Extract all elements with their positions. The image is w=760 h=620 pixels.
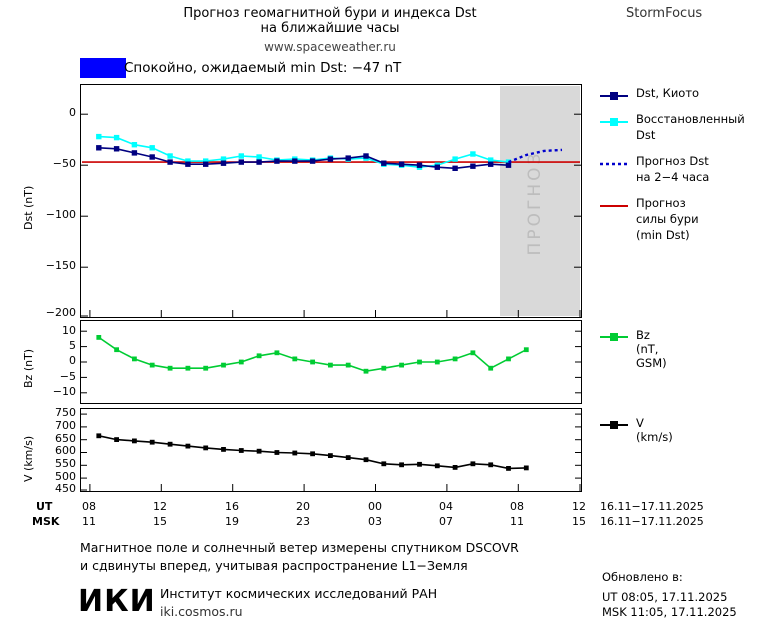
- updated-ut: UT 08:05, 17.11.2025: [602, 590, 728, 604]
- msk-row-label: MSK: [32, 515, 60, 528]
- legend-swatch-restored-dst: [600, 116, 628, 128]
- v-ytick-4: 550: [55, 457, 76, 470]
- ut-tick-1: 12: [153, 500, 167, 513]
- bz-plot-svg: [80, 320, 582, 404]
- v-axis-label: V (km/s): [22, 435, 35, 482]
- ut-tick-0: 08: [82, 500, 96, 513]
- series-restored-dst-markers: [96, 134, 511, 170]
- page-title: [80, 6, 580, 36]
- msk-date: 16.11−17.11.2025: [600, 515, 704, 528]
- msk-tick-3: 23: [296, 515, 310, 528]
- bz-ytick-4: −10: [52, 385, 76, 398]
- legend-label-storm-3: (min Dst): [636, 228, 690, 242]
- v-ytick-2: 650: [55, 432, 76, 445]
- bz-plot-panel: [80, 320, 582, 404]
- v-x-ticks: [90, 484, 580, 491]
- ut-tick-3: 20: [296, 500, 310, 513]
- msk-tick-0: 11: [82, 515, 96, 528]
- bz-ytick-1: 5: [69, 339, 76, 352]
- status-banner-text: Спокойно, ожидаемый min Dst: −47 nT: [124, 60, 402, 76]
- dst-ytick-2: −100: [45, 208, 76, 221]
- legend-label-storm-2: силы бури: [636, 212, 699, 226]
- dst-ytick-1: −50: [52, 157, 76, 170]
- ut-date: 16.11−17.11.2025: [600, 500, 704, 513]
- legend-label-restored-dst-1: Восстановленный: [636, 112, 745, 126]
- legend-label-v: V (km/s): [636, 416, 673, 444]
- institute-url: iki.cosmos.ru: [160, 604, 243, 619]
- legend-swatch-forecast-dst: [600, 158, 628, 170]
- msk-tick-5: 07: [439, 515, 453, 528]
- page-title-line1: Прогноз геомагнитной бури и индекса Dst: [183, 6, 477, 21]
- legend-label-storm-1: Прогноз: [636, 196, 686, 210]
- footer-note-line2: и сдвинуты вперед, учитывая распространение L1−Земля: [80, 558, 468, 573]
- msk-tick-1: 15: [153, 515, 167, 528]
- legend-swatch-bz: [600, 331, 628, 343]
- series-bz-markers: [96, 335, 528, 374]
- msk-tick-7: 15: [572, 515, 586, 528]
- ut-row-label: UT: [36, 500, 53, 513]
- brand-label: StormFocus: [626, 6, 703, 21]
- legend-swatch-v: [600, 419, 628, 431]
- legend-label-bz: Bz (nT, GSM): [636, 328, 667, 370]
- footer-note-line1: Магнитное поле и солнечный ветер измерены спутником DSCOVR: [80, 540, 519, 555]
- msk-tick-4: 03: [368, 515, 382, 528]
- institute-name: Институт космических исследований РАН: [160, 586, 438, 601]
- dst-ytick-0: 0: [69, 106, 76, 119]
- bz-axis-label: Bz (nT): [22, 348, 35, 388]
- ut-tick-7: 12: [572, 500, 586, 513]
- v-plot-panel: [80, 408, 582, 492]
- updated-title: Обновлено в:: [602, 570, 683, 584]
- legend-label-dst-kyoto: Dst, Киото: [636, 86, 700, 100]
- bz-ytick-3: −5: [59, 370, 76, 383]
- bz-ytick-2: 0: [69, 354, 76, 367]
- legend-label-restored-dst-2: Dst: [636, 128, 656, 142]
- updated-msk: MSK 11:05, 17.11.2025: [602, 605, 737, 619]
- ut-tick-6: 08: [510, 500, 524, 513]
- dst-plot-panel: [80, 84, 582, 318]
- dst-ytick-4: −200: [45, 306, 76, 319]
- v-ytick-5: 500: [55, 470, 76, 483]
- dst-plot-svg: [80, 84, 582, 318]
- msk-tick-2: 19: [225, 515, 239, 528]
- v-y-ticks: [81, 414, 581, 490]
- status-color-swatch: [80, 58, 126, 78]
- v-ytick-0: 750: [55, 406, 76, 419]
- iki-logo-text: ИКИ: [78, 584, 156, 619]
- v-ytick-1: 700: [55, 419, 76, 432]
- legend-label-forecast-1: Прогноз Dst: [636, 154, 709, 168]
- dst-axis-label: Dst (nT): [22, 185, 35, 230]
- legend-swatch-storm-min-dst: [600, 200, 628, 212]
- ut-tick-2: 16: [225, 500, 239, 513]
- v-ytick-3: 600: [55, 444, 76, 457]
- site-url: www.spaceweather.ru: [264, 40, 396, 54]
- series-bz: [99, 337, 527, 371]
- ut-tick-5: 04: [439, 500, 453, 513]
- forecast-band-label: ПРОГНОЗ: [525, 150, 545, 256]
- msk-tick-6: 11: [510, 515, 524, 528]
- legend-swatch-dst-kyoto: [600, 90, 628, 102]
- page-title-line2: на ближайшие часы: [260, 21, 400, 36]
- bz-ytick-0: 10: [62, 324, 76, 337]
- legend-panel: [600, 86, 758, 252]
- iki-logo: [78, 584, 156, 619]
- v-ytick-6: 450: [55, 482, 76, 495]
- dst-ytick-3: −150: [45, 259, 76, 272]
- v-plot-svg: [80, 408, 582, 492]
- bz-y-ticks: [81, 331, 581, 393]
- legend-label-forecast-2: на 2−4 часа: [636, 170, 710, 184]
- ut-tick-4: 00: [368, 500, 382, 513]
